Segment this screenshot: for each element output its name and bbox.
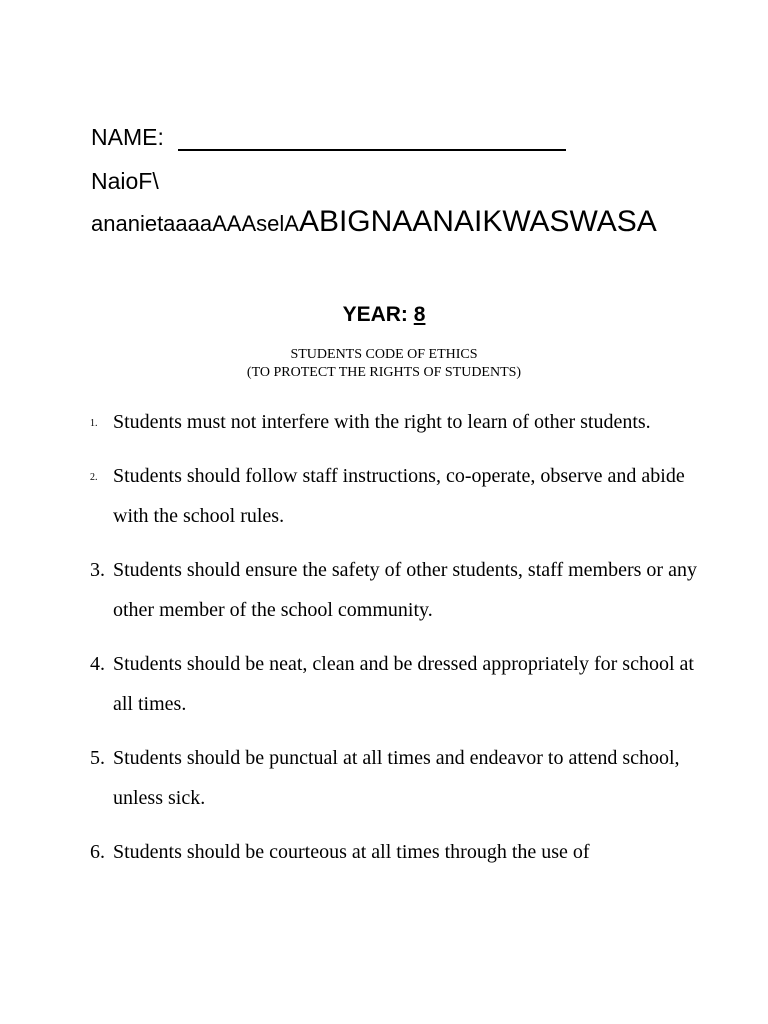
name-scribble-small: ananietaaaaAAAselA — [91, 211, 299, 236]
code-title: STUDENTS CODE OF ETHICS — [290, 347, 478, 362]
rule-number: 6. — [90, 841, 105, 863]
rule-text: Students should be courteous at all times through the use of — [113, 841, 590, 863]
rule-number: 5. — [90, 747, 105, 769]
name-field — [91, 124, 566, 151]
rule-text: Students should follow staff instructions, co-operate, observe and abide with the school rules. — [113, 465, 685, 527]
year-value: 8 — [413, 303, 426, 326]
rules-list — [90, 402, 700, 886]
handwritten-note: NaioF\ — [91, 168, 159, 194]
rule-text: Students should ensure the safety of other students, staff members or any other member of the school community. — [113, 559, 697, 621]
code-heading — [0, 346, 768, 382]
rule-text: Students should be punctual at all times and endeavor to attend school, unless sick. — [113, 747, 680, 809]
rule-number: 4. — [90, 653, 105, 675]
rule-item — [90, 738, 700, 818]
rule-number: 3. — [90, 559, 105, 581]
name-label: NAME: — [91, 124, 164, 150]
rule-number: 2. — [90, 472, 98, 483]
rule-item — [90, 402, 700, 442]
name-scribble-large: ABIGNAANAIKWASWASA — [298, 205, 657, 238]
name-underline — [178, 127, 566, 151]
rule-item — [90, 832, 700, 872]
rule-number: 1. — [90, 418, 98, 429]
rule-item — [90, 456, 700, 536]
year-label: YEAR: — [342, 303, 408, 326]
rule-item — [90, 644, 700, 724]
year-heading — [0, 303, 768, 327]
student-name-entry — [91, 200, 691, 249]
code-subtitle: (TO PROTECT THE RIGHTS OF STUDENTS) — [246, 365, 522, 380]
rule-text: Students must not interfere with the right to learn of other students. — [113, 411, 651, 433]
rule-text: Students should be neat, clean and be dressed appropriately for school at all times. — [113, 653, 694, 715]
rule-item — [90, 550, 700, 630]
